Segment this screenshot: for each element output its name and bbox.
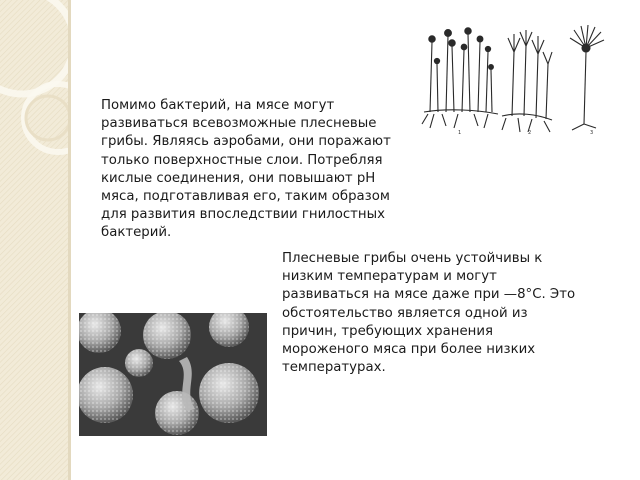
sidebar-divider bbox=[68, 0, 71, 480]
mold-hyphae-illustration bbox=[418, 24, 618, 136]
figure-label-1: 1 bbox=[458, 130, 462, 136]
ring-ornament-icon bbox=[0, 0, 68, 480]
decorative-sidebar bbox=[0, 0, 68, 480]
mold-spores-micrograph bbox=[79, 313, 267, 436]
paragraph-cold-resistance: Плесневые грибы очень устойчивы к низким температурам и могут развиваться на мясе даже при —8°С. Это обстоятельство является одной из причин, требующих хранения мороженого мяса при более низких температурах. bbox=[282, 251, 576, 376]
figure-label-3: 3 bbox=[590, 130, 594, 136]
paragraph-bacteria-molds: Помимо бактерий, на мясе могут развиваться всевозможные плесневые грибы. Являясь аэробами, они поражают только поверхностные слои. Потребляя кислые соединения, они повышают рН мяса, подготавливая его, таким образом для развития впоследствии гнилостных бактерий. bbox=[101, 98, 391, 241]
figure-label-2: 2 bbox=[528, 130, 532, 136]
